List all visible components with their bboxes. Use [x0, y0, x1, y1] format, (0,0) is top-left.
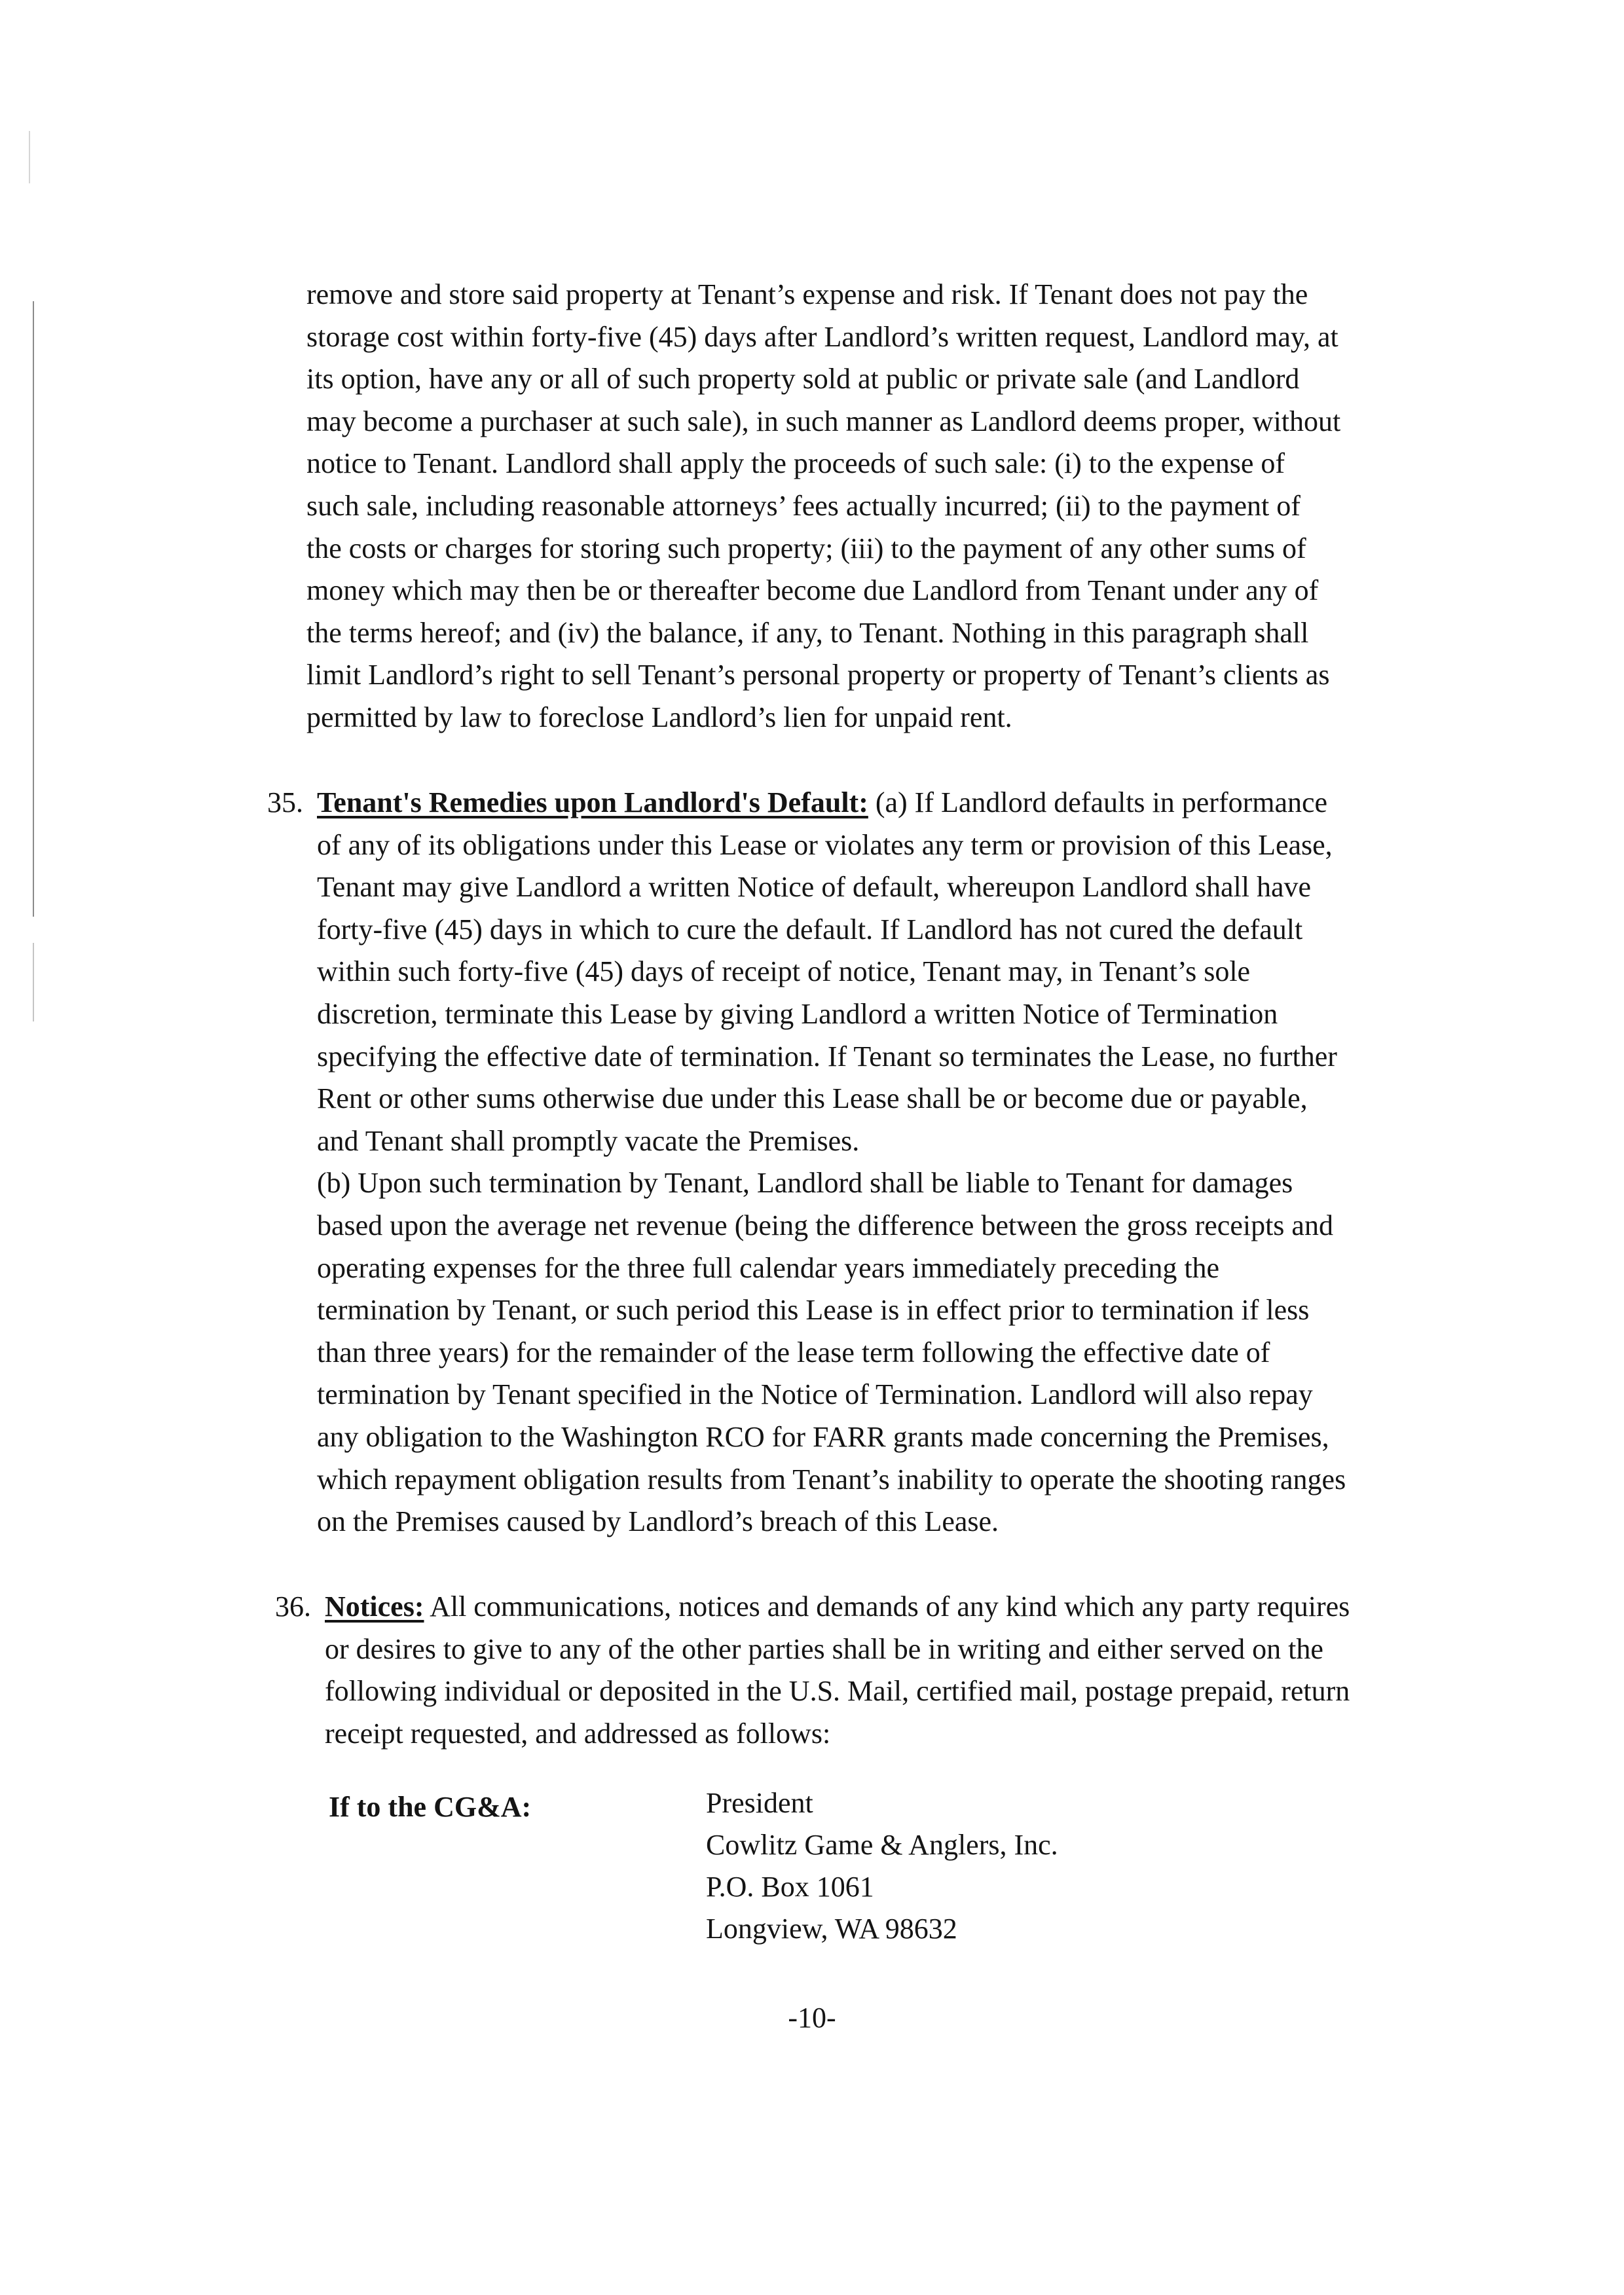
text-line: or desires to give to any of the other parties shall be in writing and either served on the: [325, 1632, 1323, 1665]
text-line: Rent or other sums otherwise due under this Lease shall be or become due or payable,: [317, 1082, 1308, 1115]
section-number: 35.: [267, 786, 303, 818]
address-recipient-label: If to the CG&A:: [329, 1791, 532, 1823]
text-line: any obligation to the Washington RCO for FARR grants made concerning the Premises,: [317, 1420, 1329, 1453]
continuation-paragraph: [306, 274, 1498, 739]
text-line: on the Premises caused by Landlord’s breach of this Lease.: [317, 1505, 999, 1538]
text-line: based upon the average net revenue (being the difference between the gross receipts and: [317, 1209, 1333, 1241]
text-line: termination by Tenant specified in the Notice of Termination. Landlord will also repay: [317, 1378, 1313, 1411]
text-line: forty-five (45) days in which to cure the default. If Landlord has not cured the default: [317, 913, 1303, 946]
text-line: specifying the effective date of termination. If Tenant so terminates the Lease, no further: [317, 1040, 1337, 1073]
section-heading: Tenant's Remedies upon Landlord's Default:: [317, 786, 868, 818]
section-number: 36.: [275, 1590, 311, 1623]
text-line: the terms hereof; and (iv) the balance, if any, to Tenant. Nothing in this paragraph shall: [306, 616, 1309, 649]
text-line: All communications, notices and demands of any kind which any party requires: [424, 1590, 1350, 1623]
text-line: may become a purchaser at such sale), in such manner as Landlord deems proper, without: [306, 405, 1341, 437]
text-line: (b) Upon such termination by Tenant, Landlord shall be liable to Tenant for damages: [317, 1167, 1293, 1200]
section-first-line: [325, 1586, 1517, 1628]
address-line: Cowlitz Game & Anglers, Inc.: [706, 1829, 1058, 1861]
address-line: President: [706, 1787, 813, 1819]
text-line: limit Landlord’s right to sell Tenant’s personal property or property of Tenant’s clients as: [306, 659, 1330, 691]
text-line: following individual or deposited in the U.S. Mail, certified mail, postage prepaid, return: [325, 1675, 1350, 1708]
page-number: -10-: [788, 2002, 836, 2034]
text-line: than three years) for the remainder of the lease term following the effective date of: [317, 1336, 1270, 1368]
text-line: (a) If Landlord defaults in performance: [868, 786, 1328, 818]
text-line: its option, have any or all of such property sold at public or private sale (and Landlord: [306, 363, 1300, 395]
text-line: and Tenant shall promptly vacate the Premises.: [317, 1124, 860, 1157]
text-line: within such forty-five (45) days of receipt of notice, Tenant may, in Tenant’s sole: [317, 955, 1251, 988]
section-heading: Notices:: [325, 1590, 424, 1623]
address-line: P.O. Box 1061: [706, 1871, 874, 1903]
address-line: Longview, WA 98632: [706, 1913, 957, 1945]
address-block: [706, 1782, 1058, 1950]
scan-margin-line: [33, 943, 34, 1021]
section-36-notices: [325, 1586, 1517, 1755]
text-line: such sale, including reasonable attorneys’ fees actually incurred; (ii) to the payment of: [306, 489, 1301, 522]
text-line: notice to Tenant. Landlord shall apply the proceeds of such sale: (i) to the expense of: [306, 447, 1285, 480]
text-line: receipt requested, and addressed as follows:: [325, 1717, 831, 1750]
text-line: of any of its obligations under this Lease or violates any term or provision of this Lease,: [317, 828, 1333, 861]
scan-margin-line: [33, 301, 34, 917]
text-line: termination by Tenant, or such period this Lease is in effect prior to termination if less: [317, 1294, 1310, 1327]
section-first-line: [317, 782, 1522, 824]
section-35-remedies: [317, 782, 1522, 1543]
text-line: money which may then be or thereafter become due Landlord from Tenant under any of: [306, 574, 1319, 607]
text-line: operating expenses for the three full calendar years immediately preceding the: [317, 1251, 1220, 1284]
text-line: remove and store said property at Tenant’s expense and risk. If Tenant does not pay the: [306, 278, 1308, 310]
text-line: which repayment obligation results from Tenant’s inability to operate the shooting ranges: [317, 1463, 1346, 1496]
text-line: Tenant may give Landlord a written Notice of default, whereupon Landlord shall have: [317, 871, 1312, 904]
scan-margin-line: [29, 131, 30, 183]
text-line: storage cost within forty-five (45) days after Landlord’s written request, Landlord may, at: [306, 320, 1338, 353]
text-line: permitted by law to foreclose Landlord’s lien for unpaid rent.: [306, 701, 1012, 733]
text-line: the costs or charges for storing such property; (iii) to the payment of any other sums of: [306, 532, 1306, 564]
text-line: discretion, terminate this Lease by giving Landlord a written Notice of Termination: [317, 997, 1278, 1030]
